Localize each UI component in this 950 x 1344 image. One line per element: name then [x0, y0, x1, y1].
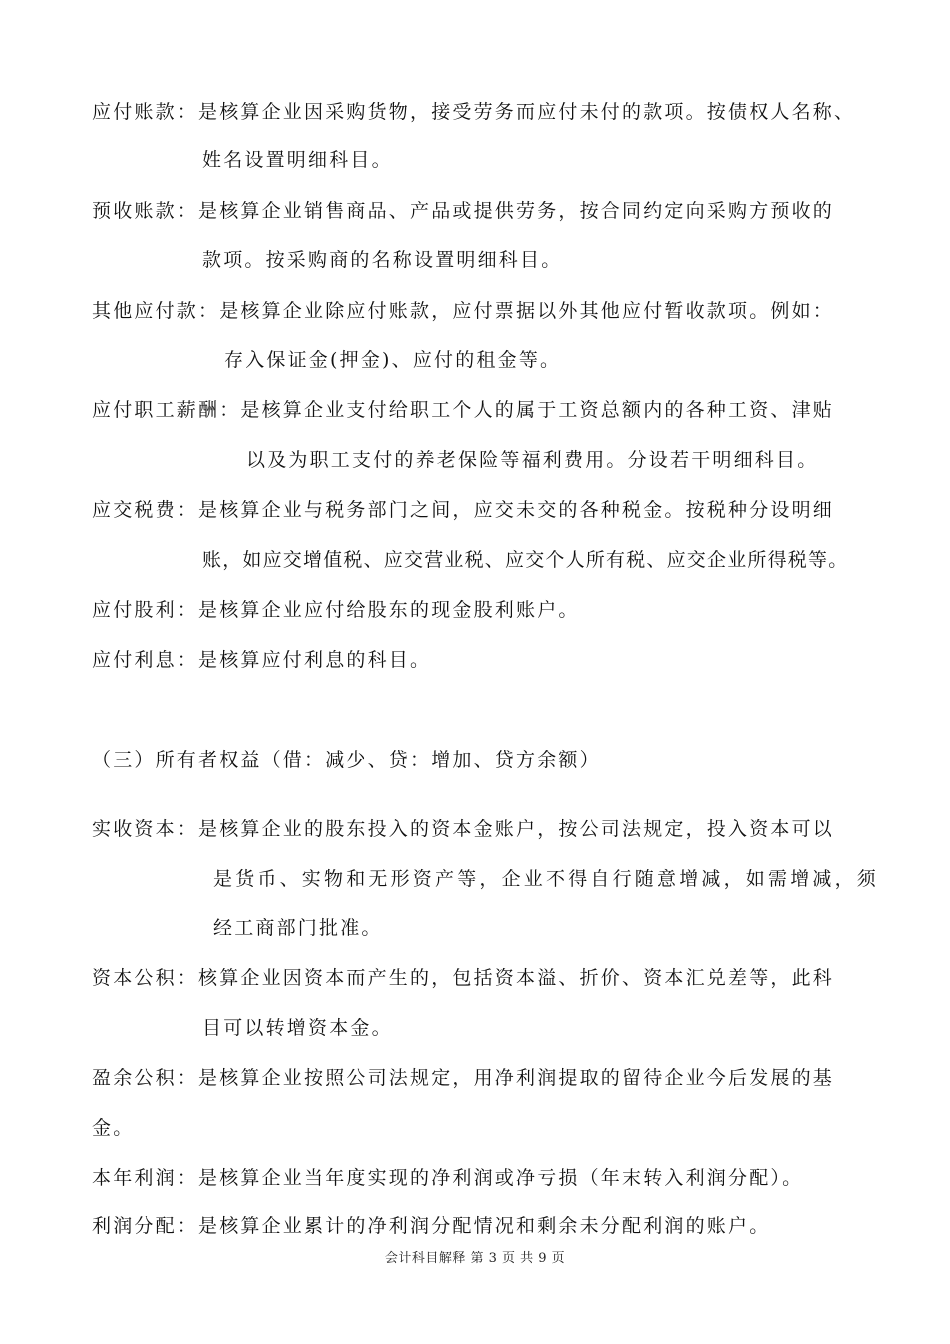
section-heading: （三）所有者权益（借：减少、贷：增加、贷方余额）: [92, 749, 601, 771]
text-line: 本年利润：是核算企业当年度实现的净利润或净亏损（年末转入利润分配）。: [92, 1167, 804, 1189]
page-footer: 会计科目解释 第 3 页 共 9 页: [384, 1251, 566, 1266]
text-line: 应交税费：是核算企业与税务部门之间，应交未交的各种税金。按税种分设明细: [92, 499, 835, 521]
text-line: 资本公积：核算企业因资本而产生的，包括资本溢、折价、资本汇兑差等，此科: [92, 967, 835, 989]
text-line: 以及为职工支付的养老保险等福利费用。分设若干明细科目。: [246, 449, 819, 471]
text-line: 是货币、实物和无形资产等，企业不得自行随意增减，如需增减，须: [213, 868, 880, 890]
text-line: 应付账款：是核算企业因采购货物，接受劳务而应付未付的款项。按债权人名称、: [92, 101, 856, 123]
text-line: 利润分配：是核算企业累计的净利润分配情况和剩余未分配利润的账户。: [92, 1215, 771, 1237]
text-line: 存入保证金(押金)、应付的租金等。: [224, 349, 562, 371]
text-line: 其他应付款：是核算企业除应付账款，应付票据以外其他应付暂收款项。例如：: [92, 300, 835, 322]
text-line: 应付职工薪酬：是核算企业支付给职工个人的属于工资总额内的各种工资、津贴: [92, 399, 835, 421]
text-line: 预收账款：是核算企业销售商品、产品或提供劳务，按合同约定向采购方预收的: [92, 200, 835, 222]
text-line: 应付股利：是核算企业应付给股东的现金股利账户。: [92, 599, 580, 621]
text-line: 金。: [92, 1117, 135, 1139]
text-line: 姓名设置明细科目。: [202, 149, 393, 171]
text-line: 经工商部门批准。: [213, 917, 383, 939]
text-line: 款项。按采购商的名称设置明细科目。: [202, 249, 563, 271]
text-line: 目可以转增资本金。: [202, 1017, 393, 1039]
text-line: 应付利息：是核算应付利息的科目。: [92, 649, 432, 671]
text-line: 账，如应交增值税、应交营业税、应交个人所有税、应交企业所得税等。: [202, 549, 849, 571]
text-line: 盈余公积：是核算企业按照公司法规定，用净利润提取的留待企业今后发展的基: [92, 1067, 835, 1089]
text-line: 实收资本：是核算企业的股东投入的资本金账户，按公司法规定，投入资本可以: [92, 818, 835, 840]
